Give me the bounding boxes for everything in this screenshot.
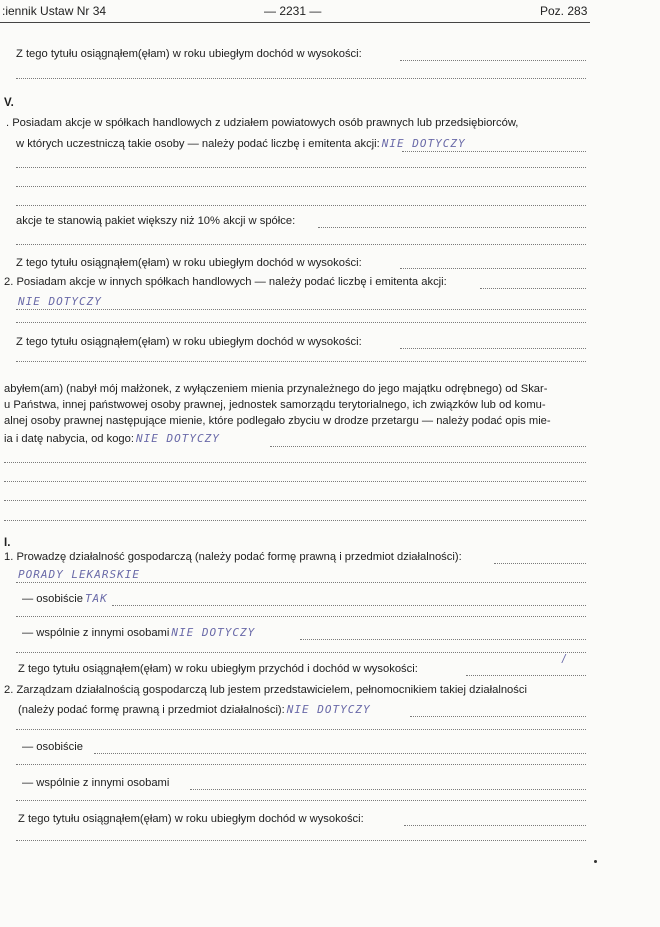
personally-label: — osobiście (22, 741, 83, 753)
handwritten-answer[interactable]: NIE DOTYCZY (18, 295, 102, 308)
item-text: 2. Posiadam akcje w innych spółkach handlowych — należy podać liczbę i emitenta akcji: (4, 276, 447, 288)
jointly-label: — wspólnie z innymi osobami (22, 627, 170, 639)
handwritten-answer[interactable]: NIE DOTYCZY (381, 137, 466, 150)
fill-line[interactable] (16, 764, 586, 765)
income-text: Z tego tytułu osiągnąłem(ęłam) w roku ubiegłym dochód w wysokości: (18, 813, 364, 825)
fill-line[interactable] (16, 167, 586, 168)
fill-line[interactable] (480, 288, 586, 289)
fill-line[interactable] (16, 616, 586, 617)
item-label: w których uczestniczą takie osoby — należy podać liczbę i emitenta akcji: (16, 138, 380, 150)
fill-line[interactable] (16, 309, 586, 310)
journal-title: :iennik Ustaw Nr 34 (2, 4, 107, 18)
section-title: I. (4, 537, 11, 549)
income-text: Z tego tytułu osiągnąłem(ęłam) w roku ubiegłym dochód w wysokości: (16, 257, 362, 269)
handwritten-row (16, 568, 140, 582)
item-text (18, 703, 371, 717)
item-text (16, 137, 466, 151)
header-rule (0, 22, 590, 23)
acquisition-text: abyłem(am) (nabył mój małżonek, z wyłączeniem mienia przynależnego do jego majątku odrębnego) od Skar- (4, 383, 548, 395)
fill-line[interactable] (16, 205, 586, 206)
fill-line[interactable] (4, 462, 586, 463)
item-text: . Posiadam akcje w spółkach handlowych z udziałem powiatowych osób prawnych lub przedsiębiorców, (6, 117, 519, 129)
acquisition-text: u Państwa, innej państwowej osoby prawnej, jednostek samorządu terytorialnego, ich związków lub od komu- (4, 399, 546, 411)
fill-line[interactable] (94, 753, 586, 754)
handwritten-answer[interactable]: NIE DOTYCZY (136, 432, 220, 445)
speck-decoration (594, 860, 597, 863)
income-text: Z tego tytułu osiągnąłem(ęłam) w roku ubiegłym przychód i dochód w wysokości: (18, 663, 418, 675)
page-number: — 2231 — (264, 4, 322, 18)
fill-line[interactable] (16, 582, 586, 583)
fill-line[interactable] (400, 60, 586, 61)
fill-line[interactable] (190, 789, 586, 790)
fill-line[interactable] (4, 500, 586, 501)
handwritten-answer[interactable]: TAK (84, 592, 108, 605)
fill-line[interactable] (16, 840, 586, 841)
fill-line[interactable] (16, 652, 586, 653)
position-number: Poz. 283 (540, 4, 588, 18)
fill-line[interactable] (16, 322, 586, 323)
personally-label: — osobiście (22, 593, 83, 605)
jointly-label: — wspólnie z innymi osobami (22, 777, 170, 789)
fill-line[interactable] (4, 481, 586, 482)
fill-line[interactable] (410, 716, 586, 717)
acquisition-label: ia i datę nabycia, od kogo: (4, 433, 134, 445)
acquisition-text: alnej osoby prawnej następujące mienie, które podlegało zbyciu w drodze przetargu — należy podać opis mie- (4, 415, 551, 427)
item-text: 1. Prowadzę działalność gospodarczą (należy podać formę prawną i przedmiot działalności): (4, 551, 462, 563)
fill-line[interactable] (16, 186, 586, 187)
fill-line[interactable] (16, 361, 586, 362)
personally-row (22, 592, 108, 606)
handwritten-answer[interactable]: PORADY LEKARSKIE (18, 568, 140, 581)
fill-line[interactable] (16, 78, 586, 79)
income-text: Z tego tytułu osiągnąłem(ęłam) w roku ubiegłym dochód w wysokości: (16, 336, 362, 348)
fill-line[interactable] (400, 348, 586, 349)
fill-line[interactable] (112, 605, 586, 606)
fill-line[interactable] (16, 244, 586, 245)
fill-line[interactable] (4, 520, 586, 521)
fill-line[interactable] (16, 800, 586, 801)
handwritten-answer[interactable]: NIE DOTYCZY (286, 703, 371, 716)
handwritten-row (16, 295, 102, 309)
fill-line[interactable] (270, 446, 586, 447)
fill-line[interactable] (16, 729, 586, 730)
fill-line[interactable] (494, 563, 586, 564)
fill-line[interactable] (466, 675, 586, 676)
fill-line[interactable] (404, 825, 586, 826)
handwritten-answer[interactable]: NIE DOTYCZY (171, 626, 256, 639)
fill-line[interactable] (402, 151, 586, 152)
item-label: (należy podać formę prawną i przedmiot działalności): (18, 704, 285, 716)
fill-line[interactable] (318, 227, 586, 228)
fill-line[interactable] (400, 268, 586, 269)
income-text: Z tego tytułu osiągnąłem(ęłam) w roku ubiegłym dochód w wysokości: (16, 48, 362, 60)
check-mark-icon: / (562, 652, 566, 666)
fill-line[interactable] (300, 639, 586, 640)
jointly-row (22, 626, 255, 640)
package-text: akcje te stanowią pakiet większy niż 10% akcji w spółce: (16, 215, 296, 227)
item-text: 2. Zarządzam działalnością gospodarczą lub jestem przedstawicielem, pełnomocnikiem takiej działalności (4, 684, 527, 696)
section-title: V. (4, 97, 14, 109)
acquisition-text (4, 432, 220, 446)
